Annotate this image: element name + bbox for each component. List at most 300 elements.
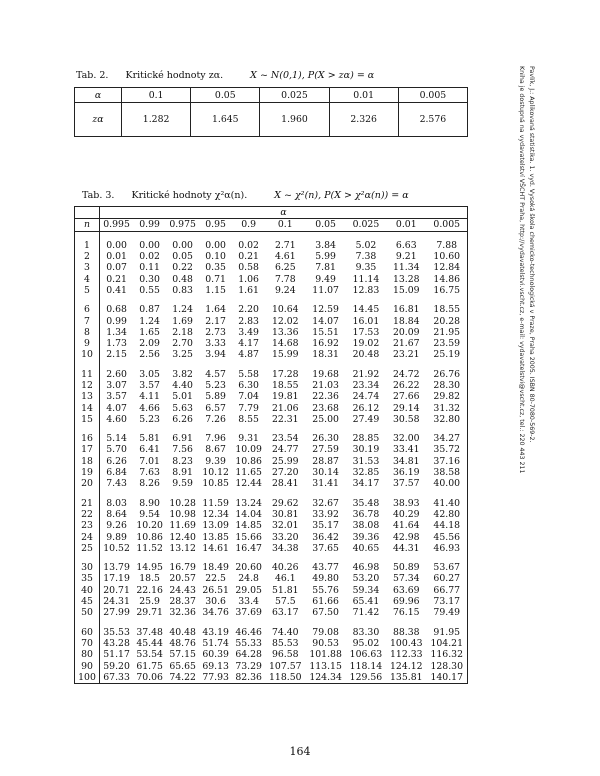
tab3-value-cell: 8.67 xyxy=(205,444,226,456)
tab3-value-cell: 3.07 xyxy=(106,380,127,391)
tab3-value-cell: 63.17 xyxy=(271,607,299,619)
tab2-value-cell: zα xyxy=(75,103,122,137)
tab3-group-gap xyxy=(75,425,468,433)
tab3-value-cell: 59.34 xyxy=(352,584,380,596)
tab3-value-cell: 4.11 xyxy=(139,391,160,403)
tab3-value-cell: 1.15 xyxy=(205,284,226,296)
tab3-value-cell: 61.66 xyxy=(312,596,339,608)
tab3-value-cell: 41.40 xyxy=(433,497,461,509)
tab3-value-cell: 8.03 xyxy=(106,497,127,509)
tab3-value-cell: 28.85 xyxy=(352,433,380,445)
table-row xyxy=(75,402,468,413)
tab3-value-cell: 17.19 xyxy=(103,573,130,585)
tab3-value-cell: 1.65 xyxy=(139,326,160,338)
tab3-corner-cell xyxy=(75,207,100,219)
tab3-value-cell: 128.30 xyxy=(430,660,463,672)
table-row xyxy=(75,509,468,520)
tab3-value-cell: 5.89 xyxy=(205,391,226,403)
tab3-value-cell: 13.24 xyxy=(235,497,262,509)
tab3-value-cell: 3.57 xyxy=(106,391,127,403)
tab3-value-cell: 5.81 xyxy=(139,433,160,445)
tab3-value-cell: 29.71 xyxy=(136,607,163,619)
tab3-value-cell: 25.00 xyxy=(312,413,339,425)
table-row xyxy=(75,585,468,596)
tab3-value-cell: 5.02 xyxy=(355,239,377,251)
tab3-value-cell: 15.51 xyxy=(312,326,339,338)
tab3-value-cell: 3.49 xyxy=(238,326,259,338)
tab3-value-cell: 2.70 xyxy=(172,338,193,350)
tab3-value-cell: 17.28 xyxy=(271,368,299,380)
tab3-value-cell: 95.02 xyxy=(352,637,380,649)
tab3-value-cell: 40.00 xyxy=(433,478,461,490)
tab3-prob-header: 0.025 xyxy=(346,219,386,231)
tab3-value-cell: 23.54 xyxy=(271,433,299,445)
tab3-value-cell: 0.71 xyxy=(205,273,226,285)
tab3-n-cell: 9 xyxy=(75,338,100,349)
table-chi-square-critical-values xyxy=(74,206,468,684)
tab3-n-cell: 15 xyxy=(75,414,100,425)
tab3-value-cell: 0.11 xyxy=(139,262,160,274)
tab2-value-cell: 1.282 xyxy=(122,103,191,137)
tab3-value-cell: 33.20 xyxy=(271,531,299,543)
tab3-gap-cell xyxy=(100,231,468,240)
tab3-value-cell: 2.71 xyxy=(274,239,296,251)
tab3-value-cell: 25.9 xyxy=(139,596,160,608)
tab3-alpha-label: α xyxy=(100,207,468,219)
table-row xyxy=(75,531,468,542)
tab3-value-cell: 7.78 xyxy=(274,273,296,285)
table-row xyxy=(75,304,468,315)
tab3-value-cell: 20.48 xyxy=(352,349,380,361)
tab3-value-cell: 44.18 xyxy=(433,520,461,532)
tab3-value-cell: 118.50 xyxy=(269,671,302,683)
table-row xyxy=(75,607,468,618)
tab3-value-cell: 2.20 xyxy=(238,304,259,316)
tab3-gap-cell xyxy=(100,425,468,433)
tab3-n-cell: 18 xyxy=(75,456,100,467)
tab3-value-cell: 74.40 xyxy=(271,626,299,638)
tab3-value-cell: 1.64 xyxy=(205,304,226,316)
tab3-value-cell: 4.60 xyxy=(106,413,127,425)
tab3-gap-cell xyxy=(75,490,100,498)
tab3-gap-cell xyxy=(75,361,100,369)
tab2-title: Kritické hodnoty zα. xyxy=(125,70,224,81)
tab3-value-cell: 67.50 xyxy=(312,607,339,619)
tab3-value-cell: 32.80 xyxy=(433,413,461,425)
tab3-value-cell: 33.92 xyxy=(312,508,339,520)
tab2-value-cell: 2.576 xyxy=(398,103,467,137)
table-row xyxy=(75,627,468,638)
table-row xyxy=(75,273,468,284)
tab2-label: Tab. 2. xyxy=(76,70,109,81)
tab3-value-cell: 22.36 xyxy=(312,391,339,403)
tab3-value-cell: 67.33 xyxy=(103,671,130,683)
tab3-value-cell: 25.19 xyxy=(433,349,461,361)
tab3-value-cell: 33.4 xyxy=(238,596,259,608)
tab3-n-cell: 23 xyxy=(75,520,100,531)
tab3-gap-cell xyxy=(75,231,100,240)
tab3-value-cell: 12.84 xyxy=(433,262,461,274)
tab3-value-cell: 24.31 xyxy=(103,596,130,608)
tab2-header-row xyxy=(75,88,468,103)
tab3-value-cell: 2.83 xyxy=(238,315,259,327)
tab3-value-cell: 2.15 xyxy=(106,349,127,361)
tab3-value-cell: 26.22 xyxy=(392,380,420,391)
tab3-value-cell: 20.60 xyxy=(235,562,262,574)
tab3-value-cell: 13.12 xyxy=(169,542,196,554)
table-row xyxy=(75,562,468,573)
tab3-value-cell: 8.91 xyxy=(172,467,193,479)
page-number: 164 xyxy=(289,745,311,758)
tab3-value-cell: 37.69 xyxy=(235,607,262,619)
tab3-caption xyxy=(82,190,409,201)
tab3-value-cell: 51.74 xyxy=(202,637,229,649)
table-row xyxy=(75,380,468,391)
table-row xyxy=(75,672,468,684)
tab3-n-cell: 16 xyxy=(75,433,100,444)
tab3-n-cell: 80 xyxy=(75,649,100,660)
tab3-value-cell: 34.76 xyxy=(202,607,229,619)
tab3-value-cell: 4.40 xyxy=(172,380,193,391)
tab3-value-cell: 31.41 xyxy=(312,478,339,490)
tab3-value-cell: 22.31 xyxy=(271,413,299,425)
tab3-value-cell: 79.49 xyxy=(433,607,461,619)
tab3-value-cell: 69.13 xyxy=(202,660,229,672)
tab3-value-cell: 40.26 xyxy=(271,562,299,574)
tab3-gap-cell xyxy=(100,619,468,627)
tab3-value-cell: 11.14 xyxy=(352,273,380,285)
tab3-value-cell: 29.05 xyxy=(235,584,262,596)
tab3-n-cell: 90 xyxy=(75,660,100,671)
tab3-value-cell: 14.86 xyxy=(433,273,461,285)
tab3-value-cell: 69.96 xyxy=(392,596,420,608)
tab3-value-cell: 14.07 xyxy=(312,315,339,327)
tab3-value-cell: 104.21 xyxy=(430,637,463,649)
tab3-value-cell: 30.58 xyxy=(392,413,420,425)
tab3-value-cell: 30.81 xyxy=(271,508,299,520)
tab2-header-cell: 0.005 xyxy=(398,88,467,103)
tab3-value-cell: 26.76 xyxy=(433,368,461,380)
tab3-group-gap xyxy=(75,490,468,498)
tab3-value-cell: 65.65 xyxy=(169,660,196,672)
tab3-value-cell: 41.64 xyxy=(392,520,420,532)
tab3-value-cell: 3.57 xyxy=(139,380,160,391)
tab3-n-cell: 12 xyxy=(75,380,100,391)
tab3-value-cell: 6.41 xyxy=(139,444,160,456)
tab3-value-cell: 46.46 xyxy=(235,626,262,638)
tab3-value-cell: 11.07 xyxy=(312,284,339,296)
tab3-value-cell: 16.47 xyxy=(235,542,262,554)
tab3-value-cell: 27.66 xyxy=(392,391,420,403)
tab3-value-cell: 3.94 xyxy=(205,349,226,361)
tab3-value-cell: 21.03 xyxy=(312,380,339,391)
tab3-value-cell: 1.69 xyxy=(172,315,193,327)
tab3-value-cell: 2.73 xyxy=(205,326,226,338)
table-row xyxy=(75,369,468,380)
tab3-value-cell: 39.36 xyxy=(352,531,380,543)
tab3-value-cell: 64.28 xyxy=(235,649,262,661)
tab3-value-cell: 3.33 xyxy=(205,338,226,350)
tab3-value-cell: 3.84 xyxy=(315,239,336,251)
tab3-value-cell: 82.36 xyxy=(235,671,262,683)
tab3-value-cell: 24.8 xyxy=(238,573,259,585)
tab3-label: Tab. 3. xyxy=(82,190,115,201)
tab3-value-cell: 9.49 xyxy=(315,273,336,285)
tab3-value-cell: 53.54 xyxy=(136,649,163,661)
tab3-value-cell: 5.23 xyxy=(139,413,160,425)
tab3-prob-header: 0.95 xyxy=(199,219,232,231)
tab3-value-cell: 48.76 xyxy=(169,637,196,649)
tab3-value-cell: 1.34 xyxy=(106,326,127,338)
tab3-value-cell: 34.38 xyxy=(271,542,299,554)
tab3-value-cell: 55.76 xyxy=(312,584,339,596)
tab3-value-cell: 77.93 xyxy=(202,671,229,683)
tab3-prob-header: 0.1 xyxy=(265,219,305,231)
tab3-group-gap xyxy=(75,296,468,304)
tab3-value-cell: 10.20 xyxy=(136,520,163,532)
tab3-value-cell: 113.15 xyxy=(309,660,342,672)
tab3-value-cell: 0.00 xyxy=(205,239,226,251)
tab3-value-cell: 38.08 xyxy=(352,520,380,532)
table-row xyxy=(75,638,468,649)
tab3-value-cell: 23.34 xyxy=(352,380,380,391)
tab3-value-cell: 24.72 xyxy=(392,368,420,380)
tab3-value-cell: 0.00 xyxy=(172,239,193,251)
tab3-value-cell: 23.59 xyxy=(433,338,461,350)
tab3-value-cell: 12.59 xyxy=(312,304,339,316)
tab3-n-cell: 8 xyxy=(75,327,100,338)
tab3-value-cell: 21.92 xyxy=(352,368,380,380)
tab3-value-cell: 79.08 xyxy=(312,626,339,638)
tab3-n-cell: 25 xyxy=(75,543,100,554)
tab3-prob-header: 0.995 xyxy=(100,219,134,231)
tab3-value-cell: 31.53 xyxy=(352,455,380,467)
tab3-value-cell: 4.07 xyxy=(106,402,127,414)
tab3-n-cell: 45 xyxy=(75,596,100,607)
tab3-n-label: n xyxy=(75,219,100,231)
tab3-value-cell: 9.59 xyxy=(172,478,193,490)
tab3-value-cell: 10.86 xyxy=(136,531,163,543)
tab3-value-cell: 129.56 xyxy=(349,671,383,683)
tab3-value-cell: 2.17 xyxy=(205,315,226,327)
tab3-value-cell: 46.1 xyxy=(274,573,296,585)
tab3-value-cell: 7.63 xyxy=(139,467,160,479)
tab3-prob-header: 0.975 xyxy=(166,219,199,231)
tab3-gap-cell xyxy=(75,554,100,562)
tab3-value-cell: 53.20 xyxy=(352,573,380,585)
tab3-prob-header: 0.01 xyxy=(386,219,426,231)
tab3-value-cell: 0.00 xyxy=(139,239,160,251)
tab3-value-cell: 40.65 xyxy=(352,542,380,554)
tab3-value-cell: 8.26 xyxy=(139,478,160,490)
tab3-value-cell: 60.39 xyxy=(202,649,229,661)
tab3-gap-cell xyxy=(100,361,468,369)
tab3-value-cell: 10.98 xyxy=(169,508,196,520)
tab3-value-cell: 16.79 xyxy=(169,562,196,574)
tab3-value-cell: 10.64 xyxy=(271,304,299,316)
tab3-value-cell: 11.69 xyxy=(169,520,196,532)
tab3-value-cell: 32.00 xyxy=(392,433,420,445)
tab3-value-cell: 8.55 xyxy=(238,413,259,425)
tab3-value-cell: 14.95 xyxy=(136,562,163,574)
tab3-value-cell: 0.02 xyxy=(238,239,259,251)
tab3-value-cell: 0.10 xyxy=(205,251,226,263)
tab3-value-cell: 4.17 xyxy=(238,338,259,350)
tab3-n-cell: 35 xyxy=(75,573,100,584)
tab3-n-cell: 7 xyxy=(75,315,100,326)
tab3-value-cell: 65.41 xyxy=(352,596,380,608)
tab3-value-cell: 2.60 xyxy=(106,368,127,380)
tab3-value-cell: 20.28 xyxy=(433,315,461,327)
tab3-value-cell: 7.01 xyxy=(139,455,160,467)
tab3-value-cell: 7.56 xyxy=(172,444,193,456)
table-normal-critical-values xyxy=(74,87,468,137)
tab3-value-cell: 31.32 xyxy=(433,402,461,414)
tab3-value-cell: 43.28 xyxy=(103,637,130,649)
tab3-value-cell: 28.41 xyxy=(271,478,299,490)
table-row xyxy=(75,596,468,607)
tab3-value-cell: 28.87 xyxy=(312,455,339,467)
tab2-header-cell: 0.01 xyxy=(329,88,398,103)
tab3-value-cell: 76.15 xyxy=(392,607,420,619)
tab3-value-cell: 13.36 xyxy=(271,326,299,338)
tab3-value-cell: 91.95 xyxy=(433,626,461,638)
tab3-value-cell: 38.58 xyxy=(433,467,461,479)
tab3-value-cell: 1.73 xyxy=(106,338,127,350)
tab3-value-cell: 36.19 xyxy=(392,467,420,479)
tab3-value-cell: 6.25 xyxy=(274,262,296,274)
tab3-gap-cell xyxy=(100,490,468,498)
tab3-n-cell: 21 xyxy=(75,498,100,509)
tab3-value-cell: 21.06 xyxy=(271,402,299,414)
tab3-value-cell: 7.04 xyxy=(238,391,259,403)
tab3-value-cell: 15.66 xyxy=(235,531,262,543)
table-row xyxy=(75,338,468,349)
tab3-value-cell: 0.68 xyxy=(106,304,127,316)
tab3-value-cell: 0.55 xyxy=(139,284,160,296)
table-row xyxy=(75,649,468,660)
tab3-n-cell: 100 xyxy=(75,672,100,684)
tab3-value-cell: 14.61 xyxy=(202,542,229,554)
tab3-value-cell: 124.12 xyxy=(390,660,423,672)
tab3-value-cell: 12.02 xyxy=(271,315,299,327)
tab3-value-cell: 9.39 xyxy=(205,455,226,467)
tab3-value-cell: 135.81 xyxy=(390,671,423,683)
tab3-value-cell: 32.85 xyxy=(352,467,380,479)
tab2-value-cell: 1.960 xyxy=(260,103,329,137)
tab3-value-cell: 38.93 xyxy=(392,497,420,509)
tab3-value-cell: 112.33 xyxy=(390,649,423,661)
tab3-group-gap xyxy=(75,619,468,627)
table-row xyxy=(75,240,468,251)
tab3-value-cell: 3.05 xyxy=(139,368,160,380)
tab3-value-cell: 12.34 xyxy=(202,508,229,520)
table-row xyxy=(75,315,468,326)
tab3-value-cell: 0.58 xyxy=(238,262,259,274)
tab3-value-cell: 0.00 xyxy=(106,239,127,251)
tab3-value-cell: 118.14 xyxy=(349,660,383,672)
tab3-value-cell: 34.27 xyxy=(433,433,461,445)
tab3-value-cell: 6.57 xyxy=(205,402,226,414)
tab2-value-cell: 2.326 xyxy=(329,103,398,137)
tab3-value-cell: 100.43 xyxy=(390,637,423,649)
tab3-value-cell: 30.6 xyxy=(205,596,226,608)
tab3-value-cell: 36.78 xyxy=(352,508,380,520)
tab3-value-cell: 6.30 xyxy=(238,380,259,391)
tab3-value-cell: 32.67 xyxy=(312,497,339,509)
tab3-n-cell: 14 xyxy=(75,402,100,413)
tab3-value-cell: 1.24 xyxy=(139,315,160,327)
tab3-n-cell: 6 xyxy=(75,304,100,315)
tab3-value-cell: 7.96 xyxy=(205,433,226,445)
table-row xyxy=(75,327,468,338)
tab3-value-cell: 10.60 xyxy=(433,251,461,263)
tab3-value-cell: 20.71 xyxy=(103,584,130,596)
tab3-value-cell: 44.31 xyxy=(392,542,420,554)
tab3-n-cell: 13 xyxy=(75,391,100,402)
tab3-title: Kritické hodnoty χ²α(n). xyxy=(131,190,248,201)
tab3-value-cell: 45.56 xyxy=(433,531,461,543)
tab3-n-cell: 24 xyxy=(75,531,100,542)
tab3-value-cell: 6.26 xyxy=(172,413,193,425)
tab3-value-cell: 101.88 xyxy=(309,649,342,661)
table-row xyxy=(75,543,468,554)
tab3-value-cell: 25.99 xyxy=(271,455,299,467)
tab3-n-cell: 30 xyxy=(75,562,100,573)
tab3-n-cell: 70 xyxy=(75,638,100,649)
table-row xyxy=(75,573,468,584)
tab3-value-cell: 10.12 xyxy=(202,467,229,479)
tab3-group-gap xyxy=(75,231,468,240)
tab3-value-cell: 26.30 xyxy=(312,433,339,445)
tab3-value-cell: 40.48 xyxy=(169,626,196,638)
table-row xyxy=(75,251,468,262)
tab3-value-cell: 5.99 xyxy=(315,251,336,263)
tab3-value-cell: 35.53 xyxy=(103,626,130,638)
table-row xyxy=(75,456,468,467)
table-row xyxy=(75,414,468,425)
tab3-value-cell: 2.09 xyxy=(139,338,160,350)
tab3-prob-header: 0.99 xyxy=(133,219,166,231)
tab3-value-cell: 57.5 xyxy=(274,596,296,608)
tab3-value-cell: 21.67 xyxy=(392,338,420,350)
tab3-value-cell: 37.65 xyxy=(312,542,339,554)
tab3-value-cell: 16.01 xyxy=(352,315,380,327)
tab3-value-cell: 18.31 xyxy=(312,349,339,361)
tab3-value-cell: 12.83 xyxy=(352,284,380,296)
tab3-value-cell: 19.02 xyxy=(352,338,380,350)
tab3-value-cell: 20.09 xyxy=(392,326,420,338)
tab3-value-cell: 4.66 xyxy=(139,402,160,414)
tab3-group-gap xyxy=(75,361,468,369)
tab3-value-cell: 7.43 xyxy=(106,478,127,490)
tab3-n-cell: 2 xyxy=(75,251,100,262)
tab3-value-cell: 18.84 xyxy=(392,315,420,327)
tab3-value-cell: 30.19 xyxy=(352,444,380,456)
tab3-value-cell: 14.68 xyxy=(271,338,299,350)
tab3-value-cell: 4.87 xyxy=(238,349,259,361)
tab3-value-cell: 23.68 xyxy=(312,402,339,414)
tab3-value-cell: 18.49 xyxy=(202,562,229,574)
tab3-value-cell: 9.35 xyxy=(355,262,377,274)
tab3-value-cell: 6.26 xyxy=(106,455,127,467)
tab3-value-cell: 88.38 xyxy=(392,626,420,638)
side-citation-line: Kniha je dostupná na vydavatelství VŠCHT Praha, http://vydavatelstvi.vscht.cz, e-mail: vydavatelstvi@vscht.cz, tel.: 220 443 211 xyxy=(518,66,525,474)
tab3-value-cell: 5.58 xyxy=(238,368,259,380)
tab3-value-cell: 2.18 xyxy=(172,326,193,338)
tab3-value-cell: 90.53 xyxy=(312,637,339,649)
tab3-value-cell: 5.23 xyxy=(205,380,226,391)
